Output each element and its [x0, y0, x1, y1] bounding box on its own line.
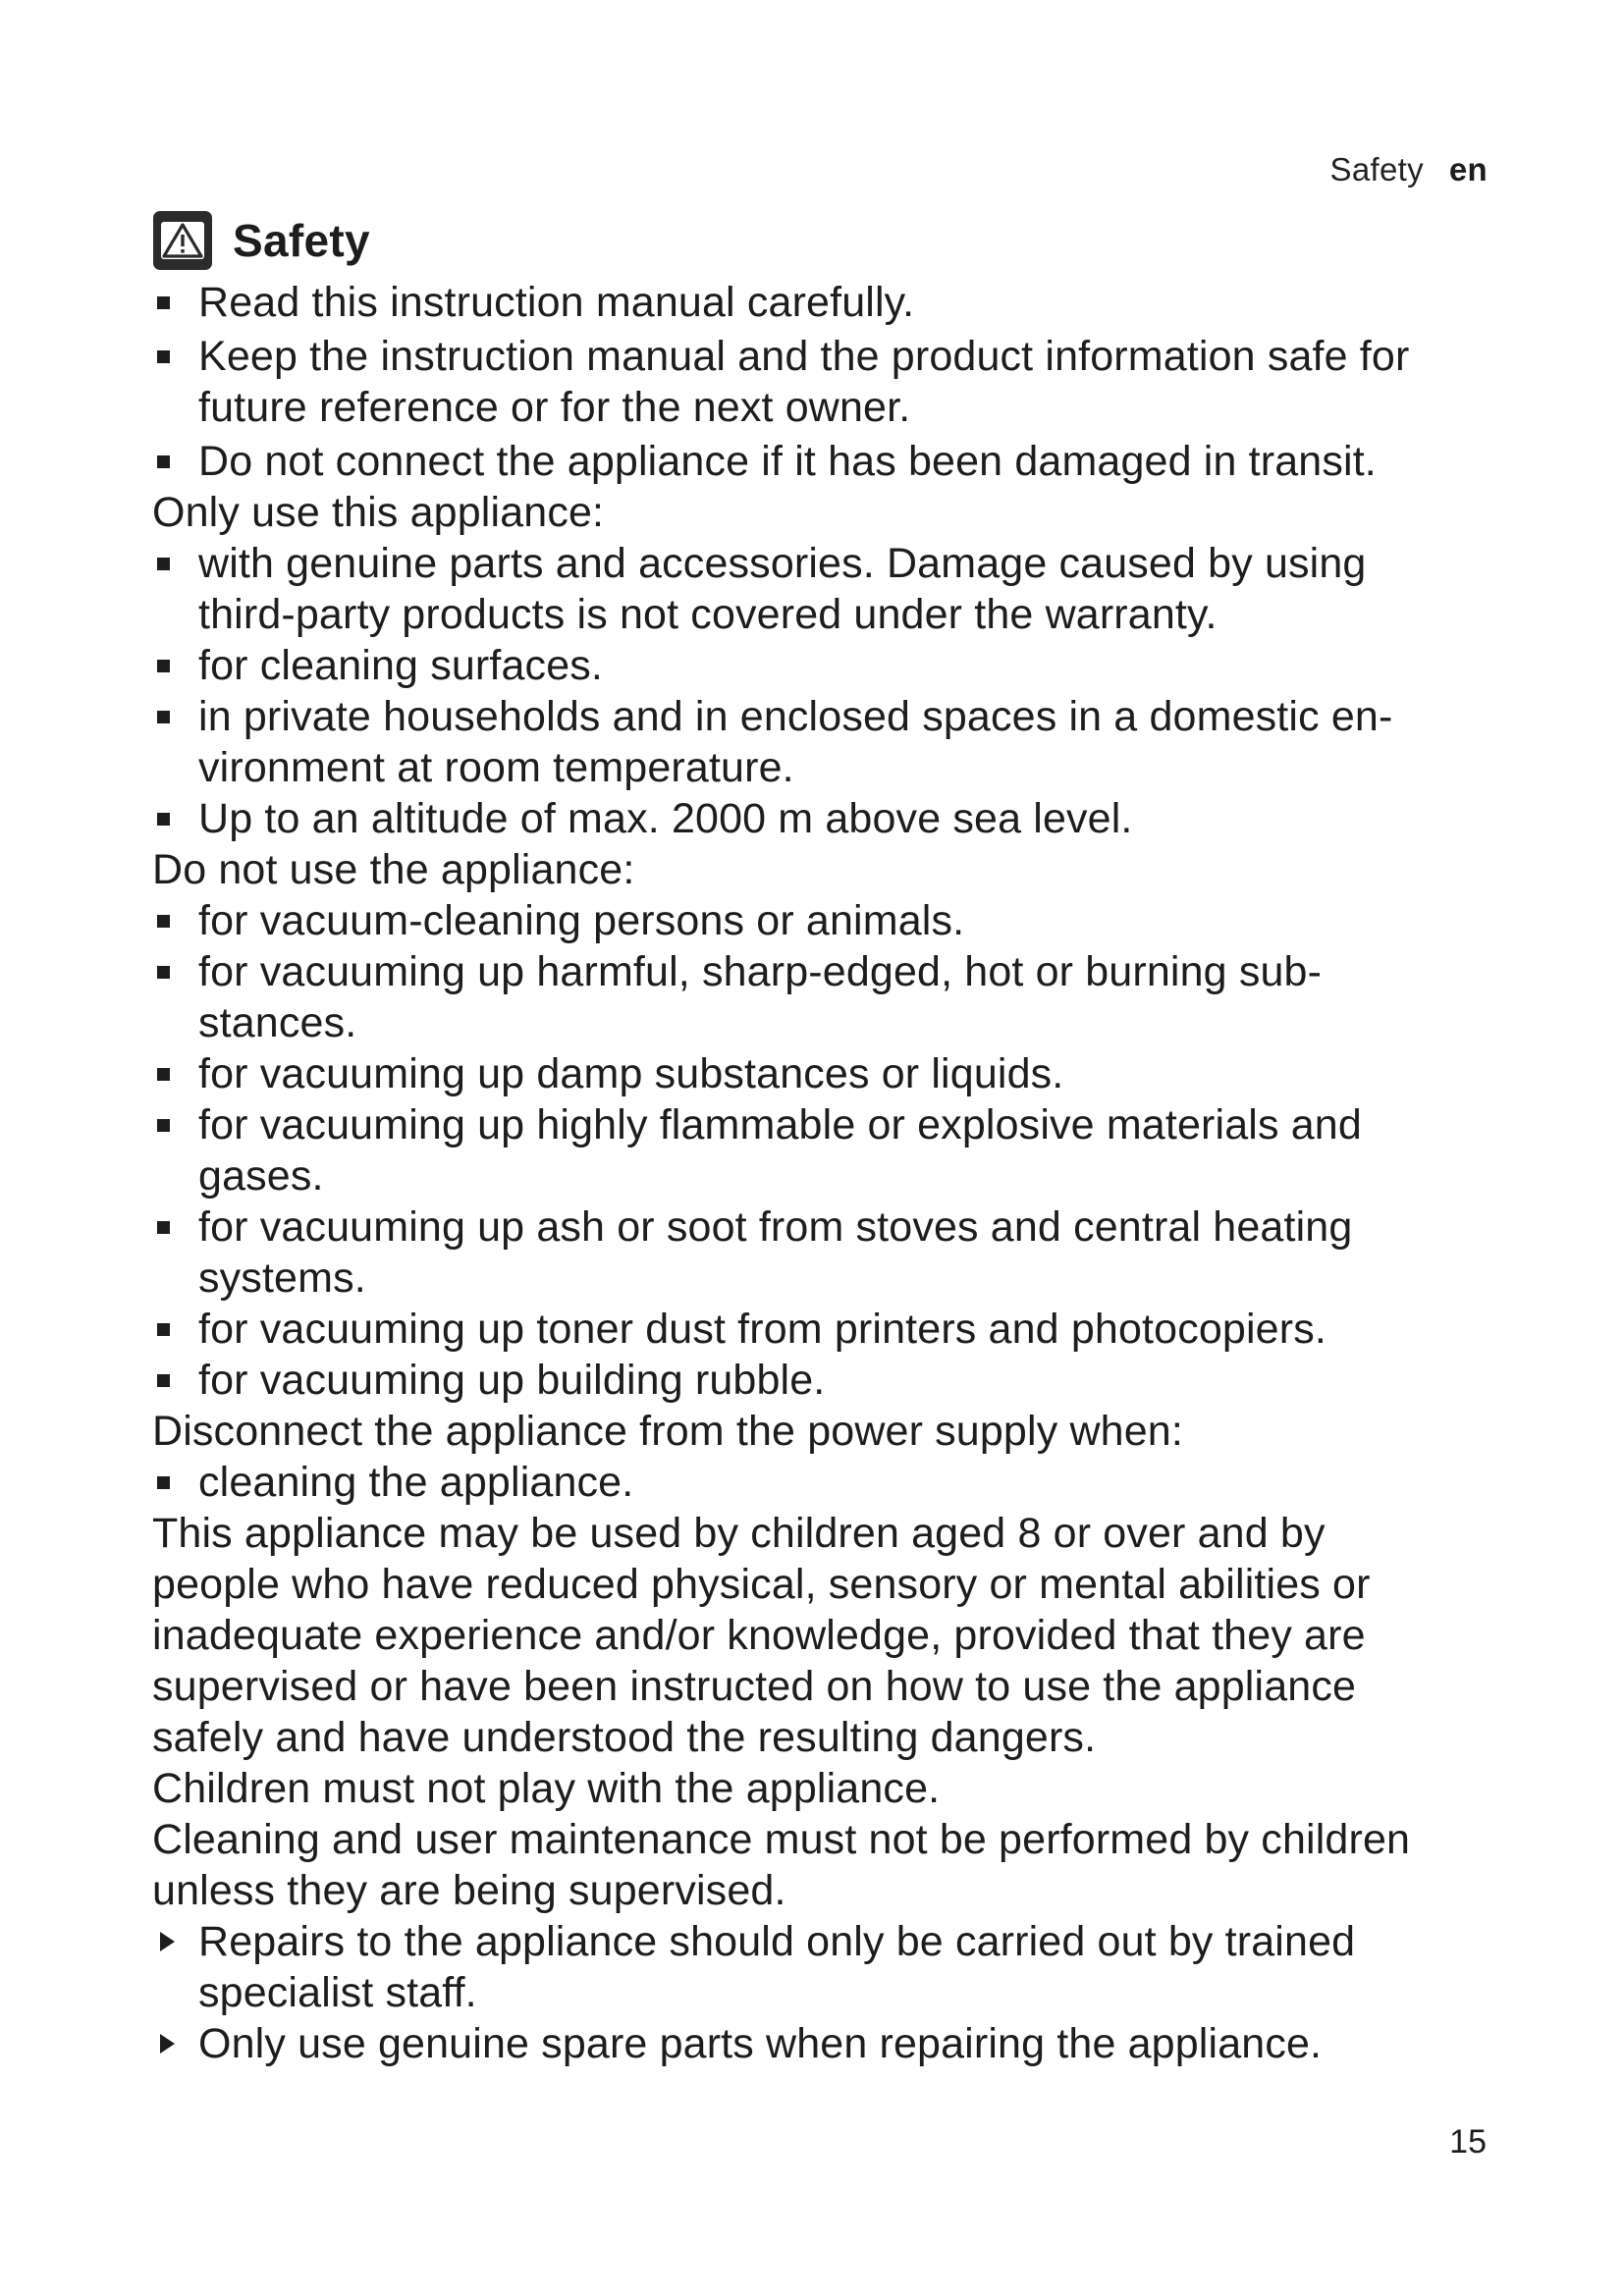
square-bullet-icon — [157, 966, 170, 979]
running-header — [1330, 151, 1488, 188]
do-not-use-title: Do not use the appliance: — [152, 846, 635, 893]
children-play-paragraph: Children must not play with the appliance. — [152, 1765, 941, 1812]
list-item: for cleaning surfaces. — [152, 640, 1507, 691]
list-item: in private households and in enclosed spaces in a domestic en- vironment at room temperature. — [152, 691, 1507, 793]
section-heading — [152, 210, 370, 271]
square-bullet-icon — [157, 1221, 170, 1234]
square-bullet-icon — [157, 558, 170, 570]
square-bullet-icon — [157, 813, 170, 826]
square-bullet-icon — [157, 1323, 170, 1336]
list-item: for vacuum-cleaning persons or animals. — [152, 895, 1507, 946]
square-bullet-icon — [157, 660, 170, 672]
list-item: for vacuuming up ash or soot from stoves and central heating systems. — [152, 1201, 1507, 1304]
action-item: Only use genuine spare parts when repairing the appliance. — [152, 2018, 1507, 2069]
list-item: Up to an altitude of max. 2000 m above sea level. — [152, 793, 1507, 844]
list-item: for vacuuming up highly flammable or explosive materials and gases. — [152, 1099, 1507, 1201]
section-title: Safety — [233, 215, 370, 266]
square-bullet-icon — [157, 350, 170, 363]
list-item: Do not connect the appliance if it has been damaged in transit. — [152, 436, 1507, 487]
warning-triangle-icon — [152, 210, 213, 271]
list-item: for vacuuming up toner dust from printers and photocopiers. — [152, 1304, 1507, 1355]
list-item: with genuine parts and accessories. Damage caused by using third-party products is not covered under the warranty. — [152, 538, 1507, 640]
arrow-bullet-icon — [160, 2034, 175, 2054]
running-header-section: Safety — [1329, 151, 1424, 187]
list-item: Read this instruction manual carefully. — [152, 277, 1507, 328]
safety-content — [152, 277, 1507, 2069]
children-paragraph: This appliance may be used by children aged 8 or over and by people who have reduced physical, sensory or mental abilities or inadequate experience and/or knowledge, provided that they are supervised or have been instructed on how to use the appliance safely and have understood the resulting dangers. — [152, 1510, 1371, 1761]
arrow-bullet-icon — [160, 1932, 175, 1951]
cleaning-paragraph: Cleaning and user maintenance must not be performed by children unless they are being supervised. — [152, 1816, 1411, 1914]
square-bullet-icon — [157, 1374, 170, 1387]
list-item: cleaning the appliance. — [152, 1457, 1507, 1508]
list-item: Keep the instruction manual and the product information safe for future reference or for the next owner. — [152, 331, 1507, 433]
square-bullet-icon — [157, 455, 170, 468]
square-bullet-icon — [157, 711, 170, 723]
action-item: Repairs to the appliance should only be carried out by trained specialist staff. — [152, 1916, 1507, 2018]
square-bullet-icon — [157, 1119, 170, 1132]
running-header-language: en — [1448, 151, 1488, 187]
list-item: for vacuuming up damp substances or liquids. — [152, 1048, 1507, 1099]
disconnect-title: Disconnect the appliance from the power supply when: — [152, 1408, 1183, 1455]
list-item: for vacuuming up building rubble. — [152, 1355, 1507, 1406]
list-item: for vacuuming up harmful, sharp-edged, hot or burning sub- stances. — [152, 946, 1507, 1048]
square-bullet-icon — [157, 296, 170, 309]
only-use-title: Only use this appliance: — [152, 489, 605, 536]
page-number: 15 — [1449, 2123, 1487, 2161]
square-bullet-icon — [157, 1068, 170, 1081]
square-bullet-icon — [157, 1476, 170, 1489]
square-bullet-icon — [157, 915, 170, 928]
